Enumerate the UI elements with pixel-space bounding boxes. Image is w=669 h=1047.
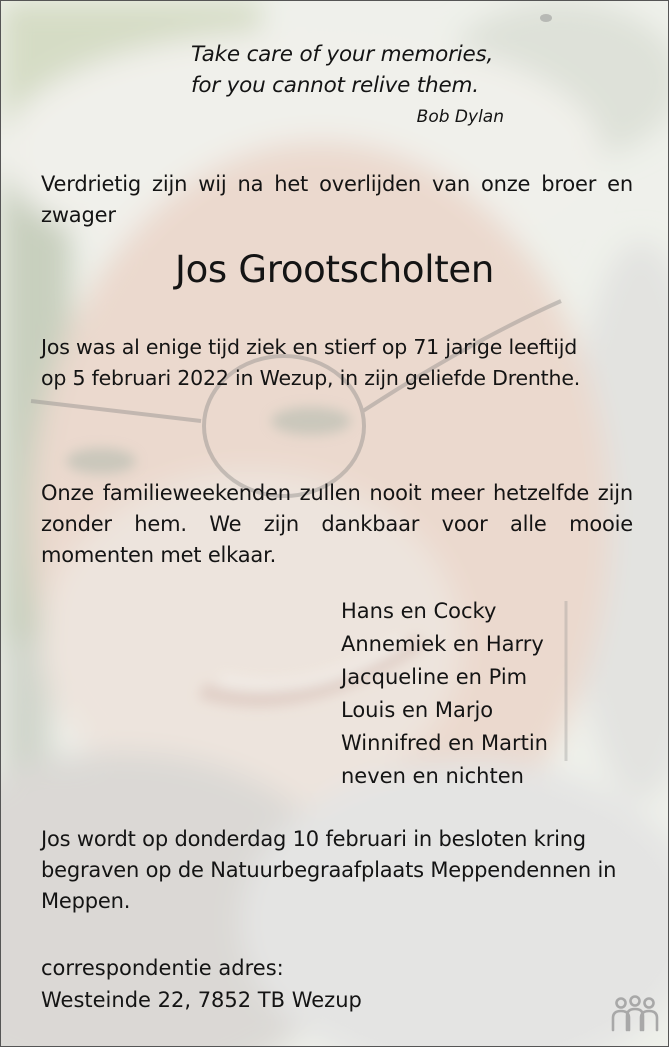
death-details-line-2: op 5 februari 2022 in Wezup, in zijn geliefde Drenthe. [41,366,581,390]
quote-line-1: Take care of your memories, [191,42,494,67]
correspondence-label: correspondentie adres: [41,956,284,980]
intro-text: Verdrietig zijn wij na het overlijden van onze broer en zwager [41,172,633,227]
funeral-text: Jos wordt op donderdag 10 februari in besloten kring begraven op de Natuurbegraafplaats Meppendennen in Meppen. [41,827,617,913]
signer: neven en nichten [341,764,524,788]
signer: Winnifred en Martin [341,731,548,755]
family-people-icon [609,994,661,1034]
signer: Hans en Cocky [341,599,497,623]
correspondence-address: Westeinde 22, 7852 TB Wezup [41,988,362,1012]
quote-author: Bob Dylan [416,107,504,127]
tribute-text: Onze familieweekenden zullen nooit meer hetzelfde zijn zonder hem. We zijn dankbaar voor alle mooie momenten met elkaar. [41,481,633,567]
quote-line-2: for you cannot relive them. [191,73,479,98]
signer: Louis en Marjo [341,698,494,722]
deceased-name: Jos Grootscholten [174,248,495,291]
signers-list [341,595,641,793]
signer: Jacqueline en Pim [341,665,528,689]
signer: Annemiek en Harry [341,632,544,656]
death-details-line-1: Jos was al enige tijd ziek en stierf op 71 jarige leeftijd [41,335,578,359]
death-details [41,332,633,394]
quote [191,39,511,101]
